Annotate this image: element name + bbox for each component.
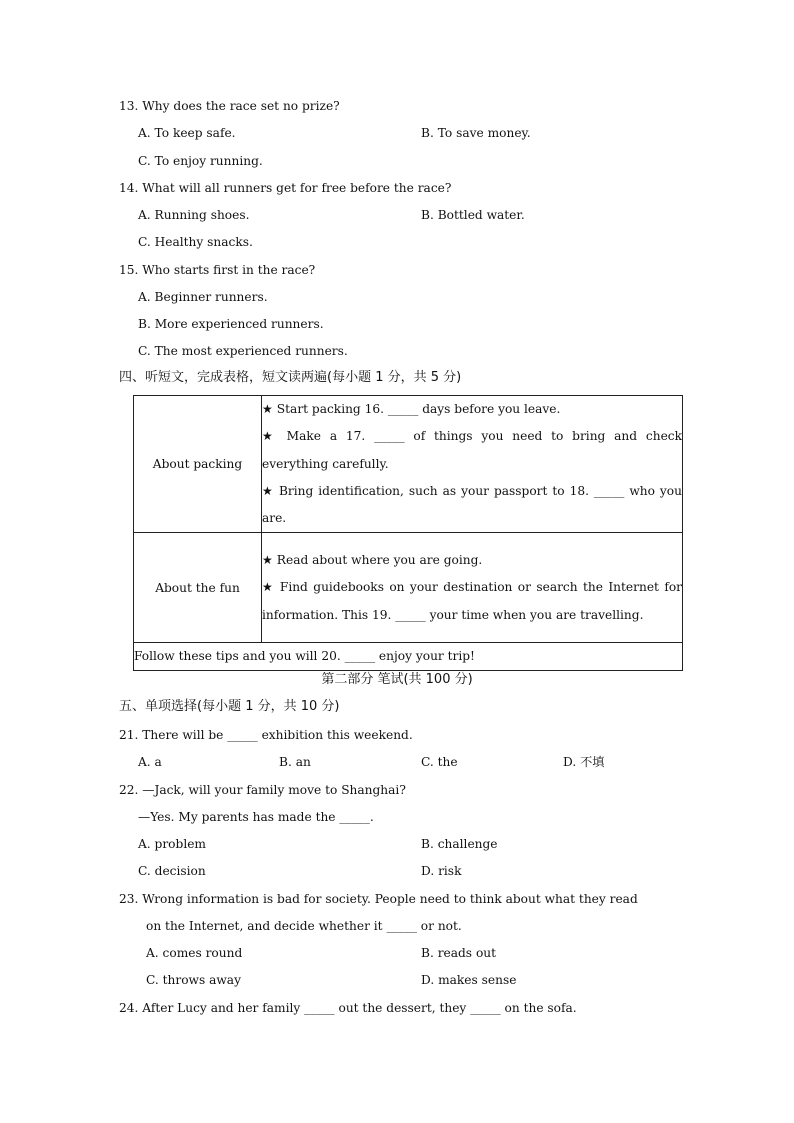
tip-line: ★ Read about where you are going.	[262, 553, 483, 568]
question-23-option-c: C. throws away	[146, 973, 241, 987]
question-22-stem-reply: —Yes. My parents has made the _____.	[138, 810, 374, 824]
question-14-option-b: B. Bottled water.	[421, 208, 525, 222]
question-13-option-b: B. To save money.	[421, 126, 531, 140]
question-21-stem: 21. There will be _____ exhibition this weekend.	[119, 728, 413, 742]
question-14-stem: 14. What will all runners get for free before the race?	[119, 181, 452, 195]
section-4-heading: 四、听短文，完成表格，短文读两遍(每小题 1 分，共 5 分)	[119, 370, 462, 385]
tip-line: ★ Bring identification, such as your passport to 18. _____ who you are.	[262, 483, 682, 526]
question-13-option-a: A. To keep safe.	[138, 126, 236, 140]
question-13-option-c: C. To enjoy running.	[138, 154, 263, 168]
question-23-option-d: D. makes sense	[421, 973, 517, 987]
question-14-option-a: A. Running shoes.	[138, 208, 250, 222]
table-row	[134, 533, 683, 643]
question-21-option-b: B. an	[279, 755, 311, 769]
question-22-option-d: D. risk	[421, 864, 462, 878]
tip-line: ★ Find guidebooks on your destination or search the Internet for information. This 19. _____ your time when you are travelling.	[262, 580, 682, 622]
question-13-stem: 13. Why does the race set no prize?	[119, 99, 340, 113]
question-22-option-c: C. decision	[138, 864, 206, 878]
tip-line: ★ Make a 17. _____ of things you need to bring and check everything carefully.	[262, 429, 682, 471]
question-21-option-c: C. the	[421, 755, 458, 769]
part-2-heading: 第二部分 笔试(共 100 分)	[321, 672, 473, 687]
row-content-fun	[262, 533, 683, 643]
row-label-fun: About the fun	[134, 533, 262, 643]
question-23-stem-cont: on the Internet, and decide whether it _____ or not.	[146, 919, 462, 933]
section-5-heading: 五、单项选择(每小题 1 分，共 10 分)	[119, 699, 340, 714]
question-15-option-c: C. The most experienced runners.	[138, 344, 348, 358]
table-row	[134, 643, 683, 671]
question-23-stem: 23. Wrong information is bad for society. People need to think about what they read	[119, 892, 638, 906]
question-15-option-b: B. More experienced runners.	[138, 317, 324, 331]
question-22-option-b: B. challenge	[421, 837, 498, 851]
question-23-option-b: B. reads out	[421, 946, 497, 960]
question-22-stem: 22. —Jack, will your family move to Shanghai?	[119, 783, 406, 797]
question-22-option-a: A. problem	[138, 837, 206, 851]
question-15-stem: 15. Who starts first in the race?	[119, 263, 316, 277]
row-label-packing: About packing	[134, 396, 262, 533]
tip-line: ★ Start packing 16. _____ days before you leave.	[262, 402, 561, 416]
tips-table	[133, 395, 683, 671]
question-14-option-c: C. Healthy snacks.	[138, 235, 253, 249]
question-23-option-a: A. comes round	[146, 946, 243, 960]
table-footer: Follow these tips and you will 20. _____ enjoy your trip!	[134, 643, 683, 671]
question-21-option-d: D. 不填	[563, 755, 605, 769]
question-15-option-a: A. Beginner runners.	[138, 290, 268, 304]
question-21-option-a: A. a	[138, 755, 162, 769]
row-content-packing	[262, 396, 683, 533]
table-row	[134, 396, 683, 533]
question-24-stem: 24. After Lucy and her family _____ out the dessert, they _____ on the sofa.	[119, 1001, 577, 1015]
